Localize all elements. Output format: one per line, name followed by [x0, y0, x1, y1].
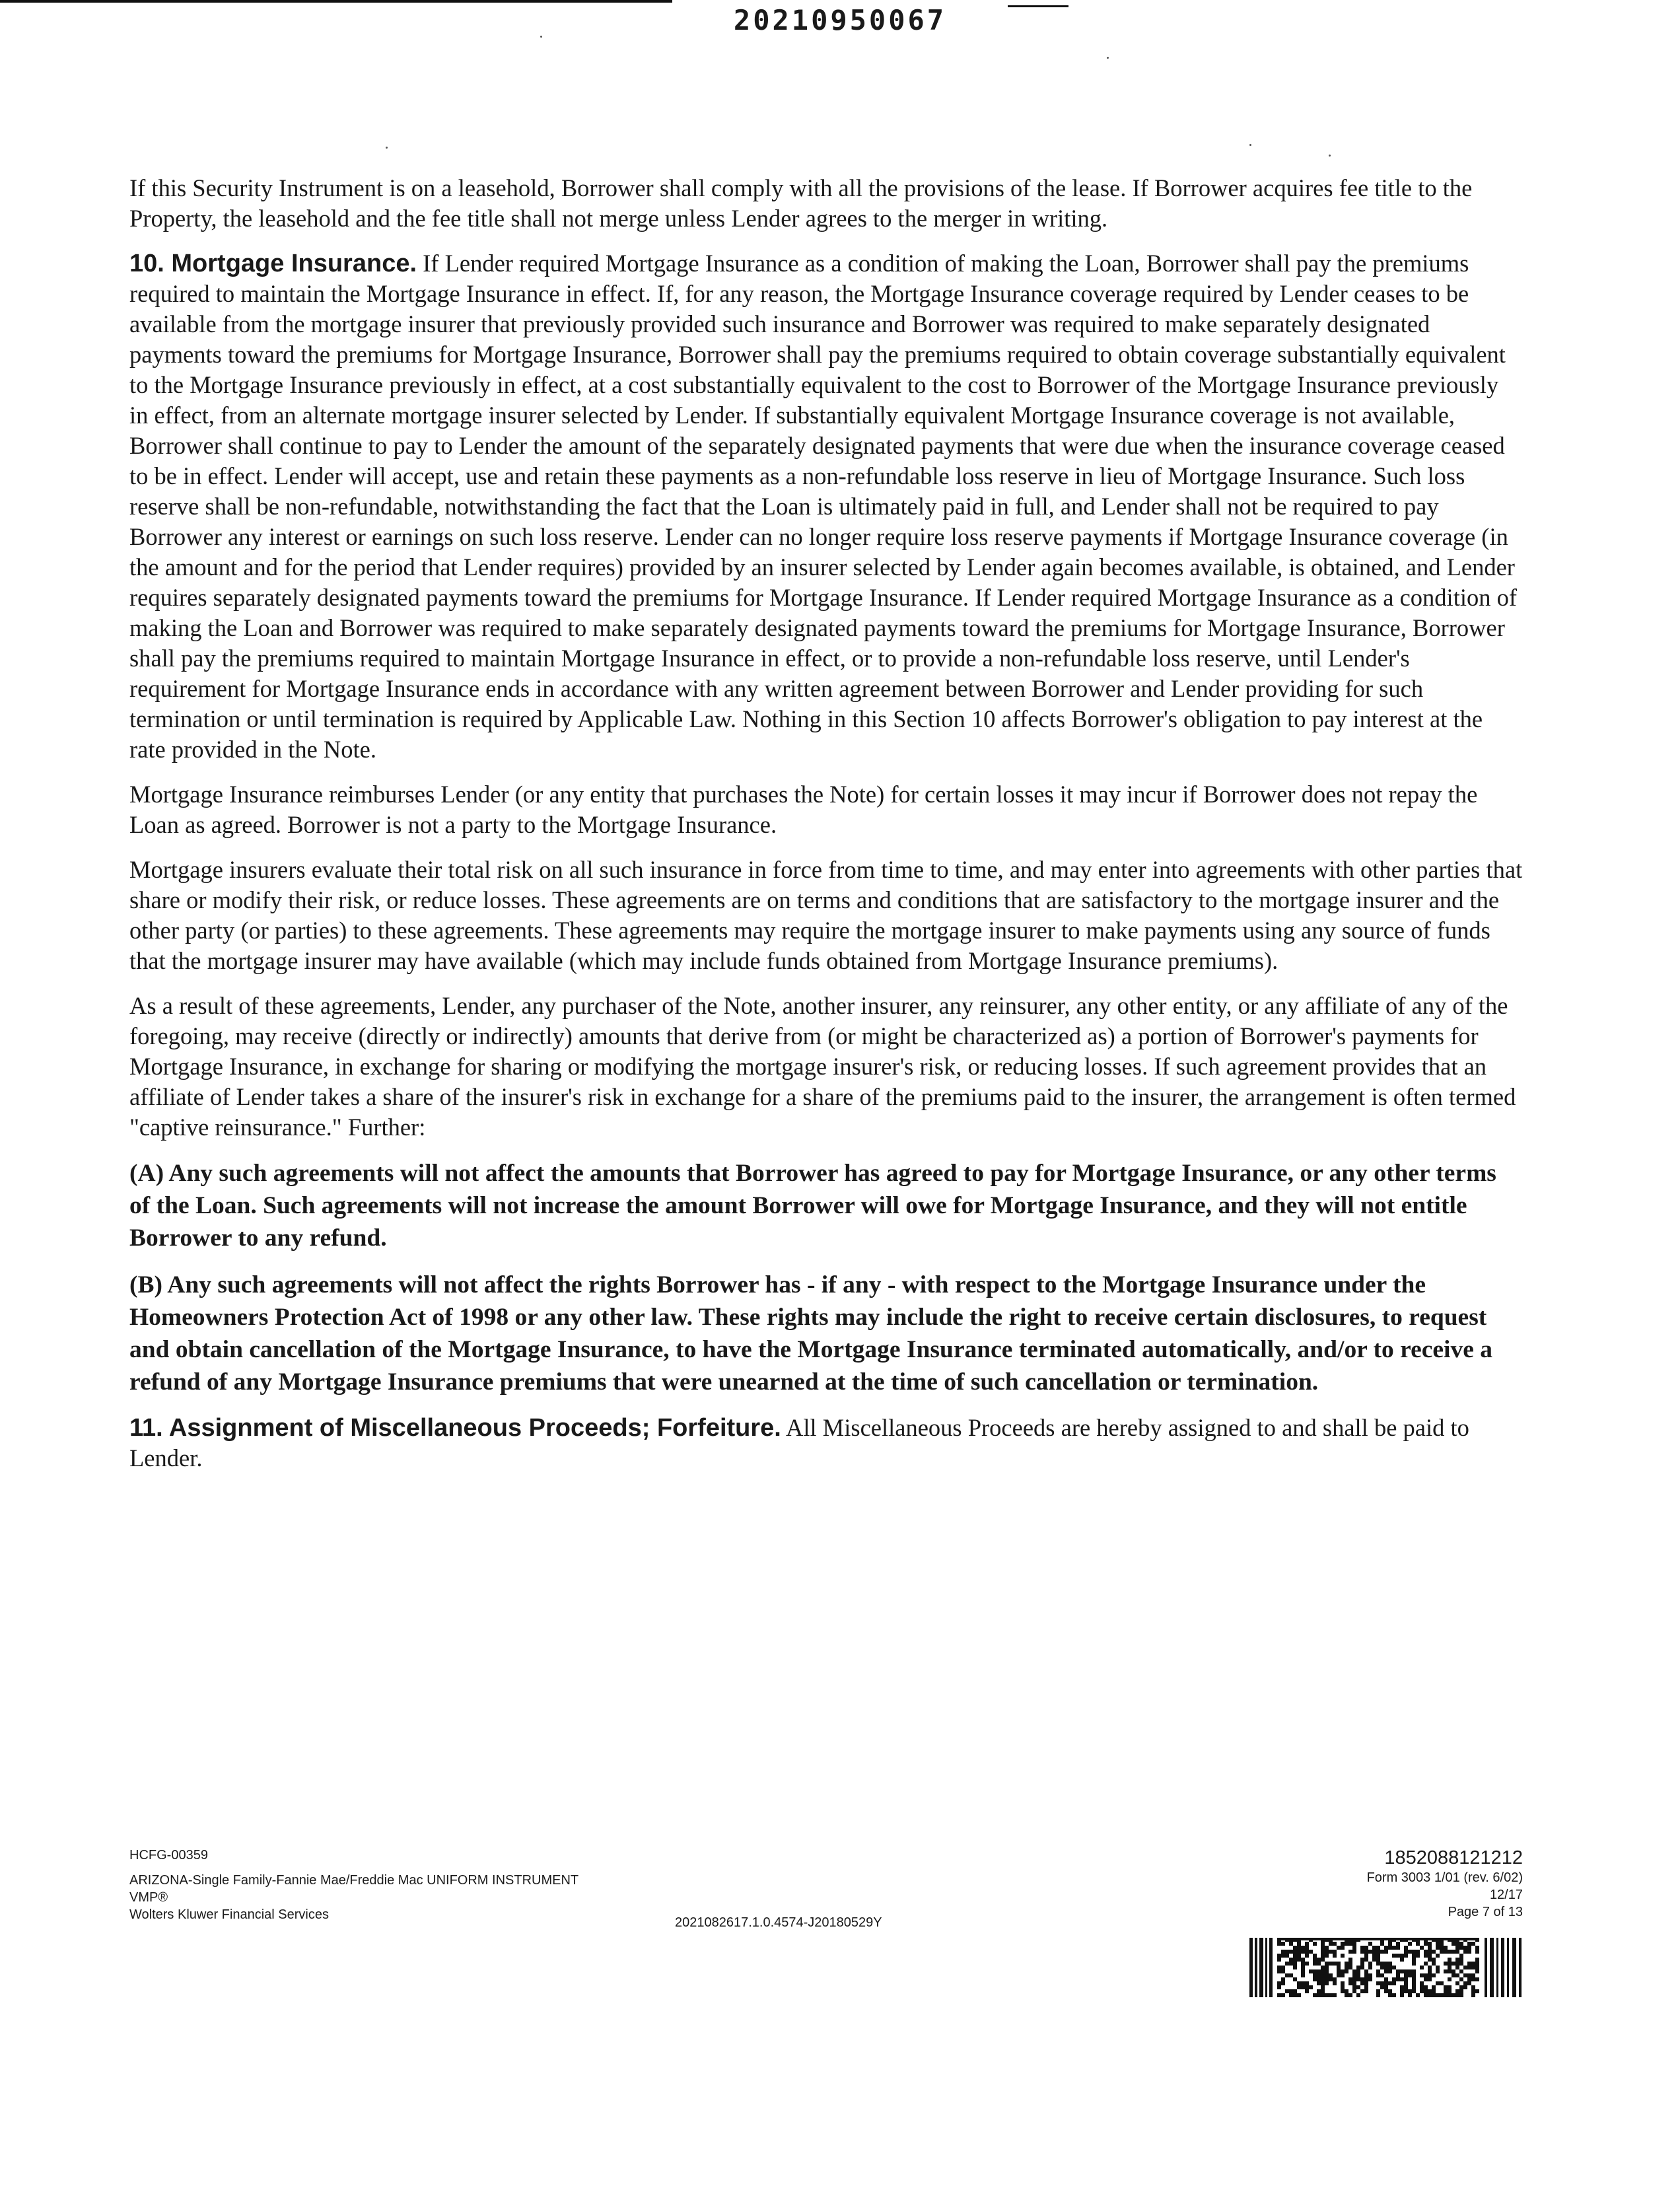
form-number: Form 3003 1/01 (rev. 6/02)	[1366, 1870, 1523, 1885]
scan-speck	[1329, 155, 1331, 157]
scan-speck	[540, 36, 542, 38]
tracking-code: 2021082617.1.0.4574-J20180529Y	[675, 1915, 882, 1930]
scan-speck	[1107, 57, 1109, 59]
section-11-heading: 11. Assignment of Miscellaneous Proceeds; Forfeiture.	[129, 1414, 781, 1442]
form-code: HCFG-00359	[129, 1848, 208, 1862]
instrument-title: ARIZONA-Single Family-Fannie Mae/Freddie Mac UNIFORM INSTRUMENT	[129, 1873, 579, 1888]
loan-number: 1852088121212	[1384, 1847, 1523, 1868]
publisher-name: Wolters Kluwer Financial Services	[129, 1907, 329, 1922]
section-10-paragraph	[129, 248, 1523, 765]
clause-a-paragraph: (A) Any such agreements will not affect the amounts that Borrower has agreed to pay for Mortgage Insurance, or any other terms of the Loan. Such agreements will not increase the amount Borrower will owe for Mortgage Insurance, and they will not entitle Borrower to any refund.	[129, 1160, 1496, 1252]
scan-speck	[386, 147, 388, 149]
footer-loan-info	[1367, 1847, 1523, 1921]
clause-b-paragraph: (B) Any such agreements will not affect the rights Borrower has - if any - with respect to the Mortgage Insurance under the Homeowners Protection Act of 1998 or any other law. These rights may include the right to receive certain disclosures, to request and obtain cancellation of the Mortgage Insurance, to have the Mortgage Insurance terminated automatically, and/or to receive a refund of any Mortgage Insurance premiums that were unearned at the time of such cancellation or termination.	[129, 1271, 1492, 1396]
captive-reinsurance-paragraph: As a result of these agreements, Lender, any purchaser of the Note, another insurer, any reinsurer, any other entity, or any affiliate of any of the foregoing, may receive (directly or indirectly) amounts that derive from (or might be characterized as) a portion of Borrower's payments for Mortgage Insurance, in exchange for sharing or modifying the mortgage insurer's risk, or reducing losses. If such agreement provides that an affiliate of Lender takes a share of the insurer's risk in exchange for a share of the premiums paid to the insurer, the arrangement is often termed "captive reinsurance." Further:	[129, 992, 1516, 1141]
revision-date: 12/17	[1489, 1888, 1523, 1902]
recording-number: 20210950067	[733, 4, 947, 36]
reimbursement-paragraph: Mortgage Insurance reimburses Lender (or any entity that purchases the Note) for certain losses it may incur if Borrower does not repay the Loan as agreed. Borrower is not a party to the Mortgage Insurance.	[129, 781, 1478, 838]
barcode-icon	[1249, 1938, 1523, 1997]
document-body	[129, 173, 1523, 1488]
section-11-paragraph	[129, 1413, 1523, 1473]
vmp-mark: VMP®	[129, 1890, 168, 1905]
leasehold-paragraph: If this Security Instrument is on a leasehold, Borrower shall comply with all the provisions of the lease. If Borrower acquires fee title to the Property, the leasehold and the fee title shall not merge unless Lender agrees to the merger in writing.	[129, 174, 1473, 232]
page-number: Page 7 of 13	[1448, 1905, 1523, 1919]
page-footer	[129, 1847, 1523, 1992]
footer-form-info	[129, 1847, 724, 1923]
section-11-text: All Miscellaneous Proceeds are hereby assigned to and shall be paid to Lender.	[129, 1414, 1469, 1471]
scan-speck	[1249, 144, 1251, 146]
section-10-text: If Lender required Mortgage Insurance as a condition of making the Loan, Borrower shall pay the premiums required to maintain the Mortgage Insurance in effect. If, for any reason, the Mortgage Insurance coverage required by Lender ceases to be available from the mortgage insurer that previously provided such insurance and Borrower was required to make separately designated payments toward the premiums for Mortgage Insurance, Borrower shall pay the premiums required to obtain coverage substantially equivalent to the Mortgage Insurance previously in effect, at a cost substantially equivalent to the cost to Borrower of the Mortgage Insurance previously in effect, from an alternate mortgage insurer selected by Lender. If substantially equivalent Mortgage Insurance coverage is not available, Borrower shall continue to pay to Lender the amount of the separately designated payments that were due when the insurance coverage ceased to be in effect. Lender will accept, use and retain these payments as a non-refundable loss reserve in lieu of Mortgage Insurance. Such loss reserve shall be non-refundable, notwithstanding the fact that the Loan is ultimately paid in full, and Lender shall not be required to pay Borrower any interest or earnings on such loss reserve. Lender can no longer require loss reserve payments if Mortgage Insurance coverage (in the amount and for the period that Lender requires) provided by an insurer selected by Lender again becomes available, is obtained, and Lender requires separately designated payments toward the premiums for Mortgage Insurance. If Lender required Mortgage Insurance as a condition of making the Loan and Borrower was required to make separately designated payments toward the premiums for Mortgage Insurance, Borrower shall pay the premiums required to maintain Mortgage Insurance in effect, or to provide a non-refundable loss reserve, until Lender's requirement for Mortgage Insurance ends in accordance with any written agreement between Borrower and Lender providing for such termination or until termination is required by Applicable Law. Nothing in this Section 10 affects Borrower's obligation to pay interest at the rate provided in the Note.	[129, 250, 1518, 763]
section-10-heading: 10. Mortgage Insurance.	[129, 250, 417, 277]
insurers-risk-paragraph: Mortgage insurers evaluate their total risk on all such insurance in force from time to time, and may enter into agreements with other parties that share or modify their risk, or reduce losses. These agreements are on terms and conditions that are satisfactory to the mortgage insurer and the other party (or parties) to these agreements. These agreements may require the mortgage insurer to make payments using any source of funds that the mortgage insurer may have available (which may include funds obtained from Mortgage Insurance premiums).	[129, 856, 1523, 974]
top-edge-rule	[0, 0, 672, 3]
